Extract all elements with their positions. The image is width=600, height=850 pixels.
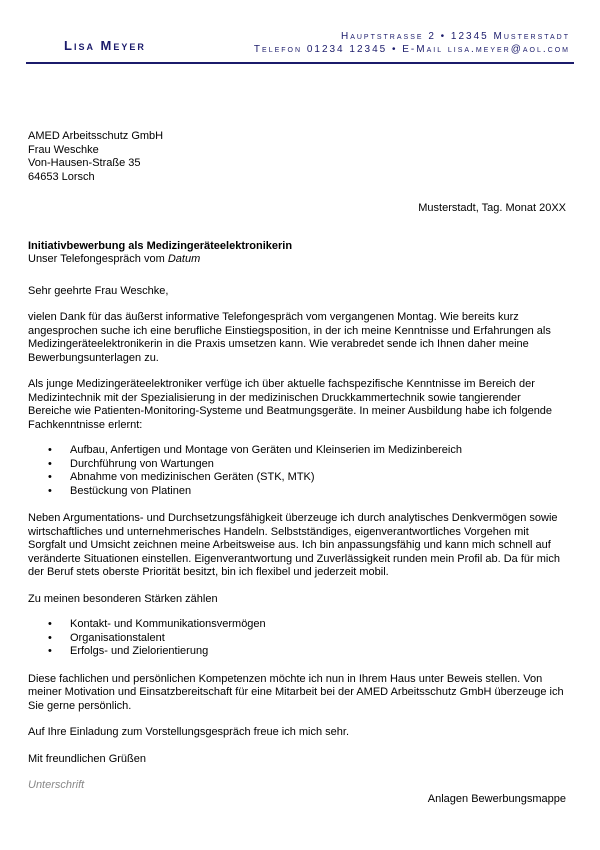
salutation: Sehr geehrte Frau Weschke, [28, 284, 169, 297]
subject-block [28, 240, 566, 267]
recipient-company: AMED Arbeitsschutz GmbH [28, 130, 164, 142]
recipient-city: 64653 Lorsch [28, 170, 95, 183]
skills-list [28, 444, 566, 498]
closing-greeting: Mit freundlichen Grüßen [28, 752, 146, 765]
sender-contact-block [254, 30, 570, 56]
recipient-street: Von-Hausen-Straße 35 [28, 157, 141, 169]
list-item: • Bestückung von Platinen [48, 485, 566, 499]
list-item: • Aufbau, Anfertigen und Montage von Geräten und Kleinserien im Medizinbereich [48, 444, 566, 458]
subject-reference [28, 253, 566, 267]
letter-date: Musterstadt, Tag. Monat 20XX [418, 202, 566, 214]
paragraph-motivation: Diese fachlichen und persönlichen Kompetenzen möchte ich nun in Ihrem Haus unter Beweis stellen. Von meiner Motivation und Einsatzbereitschaft für eine Mitarbeit bei der AMED Arbeitsschutz GmbH überzeuge ich Sie gerne persönlich. [28, 672, 564, 712]
recipient-person: Frau Weschke [28, 143, 99, 156]
subject-title: Initiativbewerbung als Medizingeräteelektronikerin [28, 239, 293, 252]
list-item: • Durchführung von Wartungen [48, 458, 566, 472]
sender-phone-email: Telefon 01234 12345 • E-Mail lisa.meyer@aol.com [253, 44, 570, 55]
sender-address: Hauptstrasse 2 • 12345 Musterstadt [340, 31, 570, 42]
sender-name: Lisa Meyer [64, 38, 146, 53]
strengths-list [28, 618, 566, 659]
list-item: • Kontakt- und Kommunikationsvermögen [48, 618, 566, 632]
paragraph-qualifications: Als junge Medizingeräteelektroniker verfüge ich über aktuelle fachspezifische Kenntnisse im Bereich der Medizintechnik mit der Spezialisierung in der medizinischen Druckkammertechnik sowie tangierender Bereiche wie Patienten-Monitoring-Systeme und Beatmungsgeräte. In meiner Ausbildung habe ich folgende Fachkenntnisse erlernt: [28, 378, 553, 431]
paragraph-closing-wish: Auf Ihre Einladung zum Vorstellungsgespräch freue ich mich sehr. [28, 726, 350, 738]
strengths-intro: Zu meinen besonderen Stärken zählen [28, 592, 218, 605]
enclosure-note: Anlagen Bewerbungsmappe [427, 792, 566, 805]
letter-body [28, 130, 566, 806]
list-item: • Erfolgs- und Zielorientierung [48, 645, 566, 659]
paragraph-intro: vielen Dank für das äußerst informative Telefongespräch vom vergangenen Montag. Wie bereits kurz angesprochen suche ich eine berufliche Einstiegsposition, in der ich meine Kenntnisse und Erfahrungen als Medizingeräteelektronikerin in die Praxis umsetzen kann. Wie verabredet sende ich Ihnen daher meine Bewerbungsunterlagen zu. [28, 311, 551, 364]
list-item: • Organisationstalent [48, 632, 566, 646]
recipient-address [28, 130, 566, 184]
subject-reference-date: Datum [167, 253, 201, 265]
subject-reference-prefix: Unser Telefongespräch vom [28, 253, 168, 265]
list-item: • Abnahme von medizinischen Geräten (STK, MTK) [48, 471, 566, 485]
signature-placeholder: Unterschrift [28, 779, 85, 791]
paragraph-profile: Neben Argumentations- und Durchsetzungsfähigkeit überzeuge ich durch analytisches Denkvermögen sowie wirtschaftliches und unternehmerisches Handeln. Selbstständiges, eigenverantwortliches Vorgehen mit Sorgfalt und Umsicht zeichnen meine Arbeitsweise aus. Ich bin anpassungsfähig und kann mich schnell auf veränderte Situationen einstellen. Eigenverantwortung und Zuverlässigkeit runden mein Profil ab. Da für mich der Beruf stets oberste Priorität besitzt, bin ich flexibel und jederzeit mobil. [28, 512, 560, 578]
header-divider [26, 62, 574, 64]
